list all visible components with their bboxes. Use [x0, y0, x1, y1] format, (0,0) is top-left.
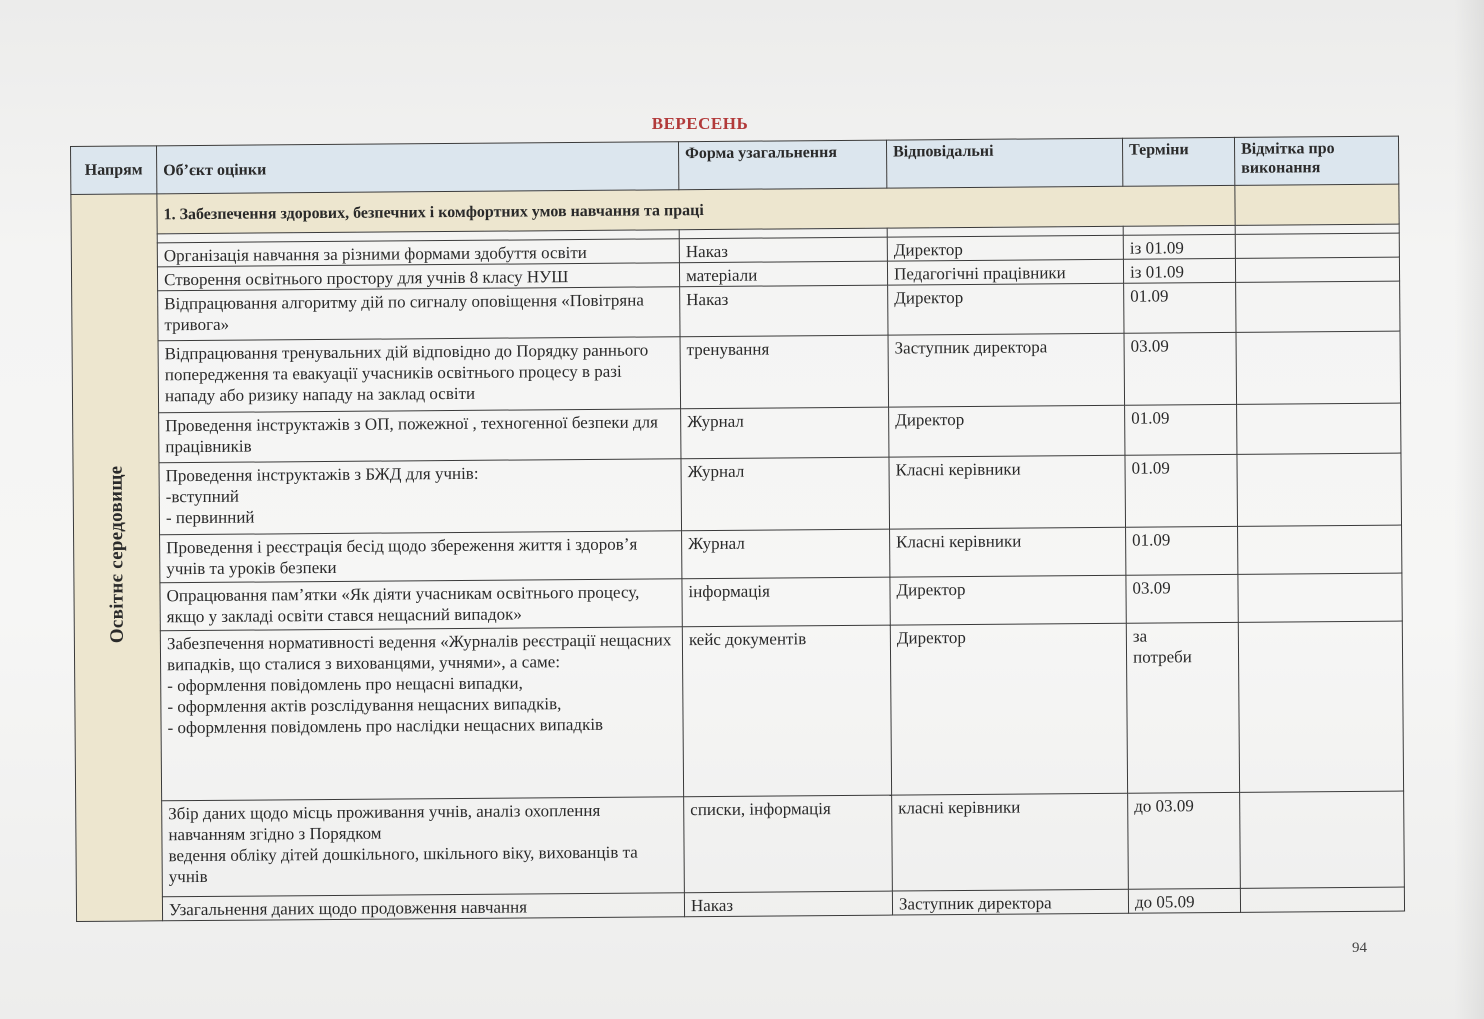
form-cell: списки, інформація: [684, 795, 893, 893]
terms-cell: до 05.09: [1128, 888, 1240, 913]
month-heading: ВЕРЕСЕНЬ: [651, 114, 749, 133]
terms-cell: 03.09: [1124, 332, 1237, 405]
form-cell: інформація: [682, 577, 890, 627]
page-number: 94: [1352, 940, 1367, 956]
terms-cell: до 03.09: [1128, 792, 1241, 889]
terms-cell: за потреби: [1126, 622, 1239, 793]
mark-cell: [1236, 281, 1400, 332]
object-cell: Проведення інструктажів з БЖД для учнів: -вступний - первинний: [159, 459, 682, 535]
responsible-cell: класні керівники: [892, 793, 1129, 891]
object-cell: Створення освітнього простору для учнів 8 класу НУШ: [157, 263, 679, 291]
responsible-cell: Заступник директора: [888, 333, 1125, 407]
page-edge-shadow: [1454, 0, 1484, 1019]
mark-cell: [1240, 887, 1404, 912]
responsible-cell: Заступник директора: [892, 889, 1128, 915]
responsible-cell: Директор: [889, 405, 1125, 457]
responsible-cell: Директор: [890, 575, 1126, 625]
plan-table: [70, 136, 1405, 922]
form-cell: Журнал: [681, 407, 889, 459]
object-cell: Проведення і реєстрація бесід щодо збереження життя і здоров’я учнів та уроків безпеки: [160, 531, 682, 583]
responsible-cell: Класні керівники: [889, 455, 1126, 529]
form-cell: Наказ: [679, 237, 887, 263]
mark-cell: [1238, 525, 1402, 574]
table-row: [76, 791, 1405, 897]
direction-cell: [71, 194, 163, 922]
responsible-cell: Педагогічні працівники: [887, 259, 1123, 285]
form-cell: тренування: [680, 335, 889, 409]
responsible-cell: Директор: [887, 235, 1123, 261]
terms-cell: 01.09: [1126, 526, 1238, 575]
object-cell: Відпрацювання алгоритму дій по сигналу оповіщення «Повітряна тривога»: [158, 287, 680, 341]
object-cell: Проведення інструктажів з ОП, пожежної , техногенної безпеки для працівників: [159, 409, 681, 463]
terms-cell: із 01.09: [1123, 258, 1235, 283]
responsible-cell: Класні керівники: [890, 527, 1126, 577]
object-cell: Опрацювання пам’ятки «Як діяти учасникам освітнього процесу, якщо у закладі освіти стався нещасний випадок»: [160, 579, 682, 631]
mark-cell: [1237, 403, 1401, 454]
responsible-cell: Директор: [888, 283, 1124, 335]
header-form: Форма узагальнення: [678, 140, 886, 190]
mark-cell: [1235, 257, 1399, 282]
table-row: [72, 331, 1401, 413]
table-row: [73, 453, 1402, 535]
form-cell: Наказ: [680, 285, 888, 337]
mark-cell: [1236, 331, 1401, 404]
terms-cell: 01.09: [1124, 282, 1236, 333]
object-cell: Забезпечення нормативності ведення «Журналів реєстрації нещасних випадків, що сталися з вихованцями, учнями», а саме: - оформлення повідомлень про нещасні випадки, - оформлення актів розслідування нещасних випадків, - оформлення повідомлень про наслідки нещасних випадків: [160, 627, 683, 801]
section-title: 1. Забезпечення здорових, безпечних і комфортних умов навчання та праці: [157, 185, 1235, 233]
header-object: Об’єкт оцінки: [157, 142, 679, 194]
form-cell: кейс документів: [682, 625, 891, 797]
terms-cell: із 01.09: [1123, 234, 1235, 259]
terms-cell: 01.09: [1125, 454, 1238, 527]
mark-cell: [1238, 573, 1402, 622]
mark-cell: [1240, 791, 1405, 888]
header-direction: Напрям: [71, 146, 157, 195]
mark-cell: [1238, 621, 1403, 792]
object-cell: Організація навчання за різними формами здобуття освіти: [157, 239, 679, 267]
header-responsible: Відповідальні: [886, 138, 1122, 188]
terms-cell: 01.09: [1125, 404, 1237, 455]
plan-table-wrapper: [70, 136, 1404, 922]
direction-label: Освітнє середовище: [105, 465, 128, 644]
terms-cell: 03.09: [1126, 574, 1238, 623]
form-cell: Журнал: [682, 529, 890, 579]
object-cell: Збір даних щодо місць проживання учнів, аналіз охоплення навчанням згідно з Порядком ведення обліку дітей дошкільного, шкільного віку, вихованців та учнів: [162, 797, 685, 897]
section-mark-cell: [1235, 184, 1399, 225]
object-cell: Відпрацювання тренувальних дій відповідно до Порядку раннього попередження та евакуації учасників освітнього процесу в разі нападу або ризику нападу на заклад освіти: [158, 337, 681, 413]
form-cell: Наказ: [684, 891, 892, 917]
mark-cell: [1235, 233, 1399, 258]
object-cell: Узагальнення даних щодо продовження навчання: [162, 893, 684, 921]
form-cell: матеріали: [679, 261, 887, 287]
responsible-cell: Директор: [890, 623, 1127, 795]
form-cell: Журнал: [681, 457, 890, 531]
header-terms: Терміни: [1122, 137, 1234, 186]
mark-cell: [1237, 453, 1402, 526]
header-mark: Відмітка про виконання: [1234, 136, 1398, 185]
table-row: [74, 621, 1403, 801]
